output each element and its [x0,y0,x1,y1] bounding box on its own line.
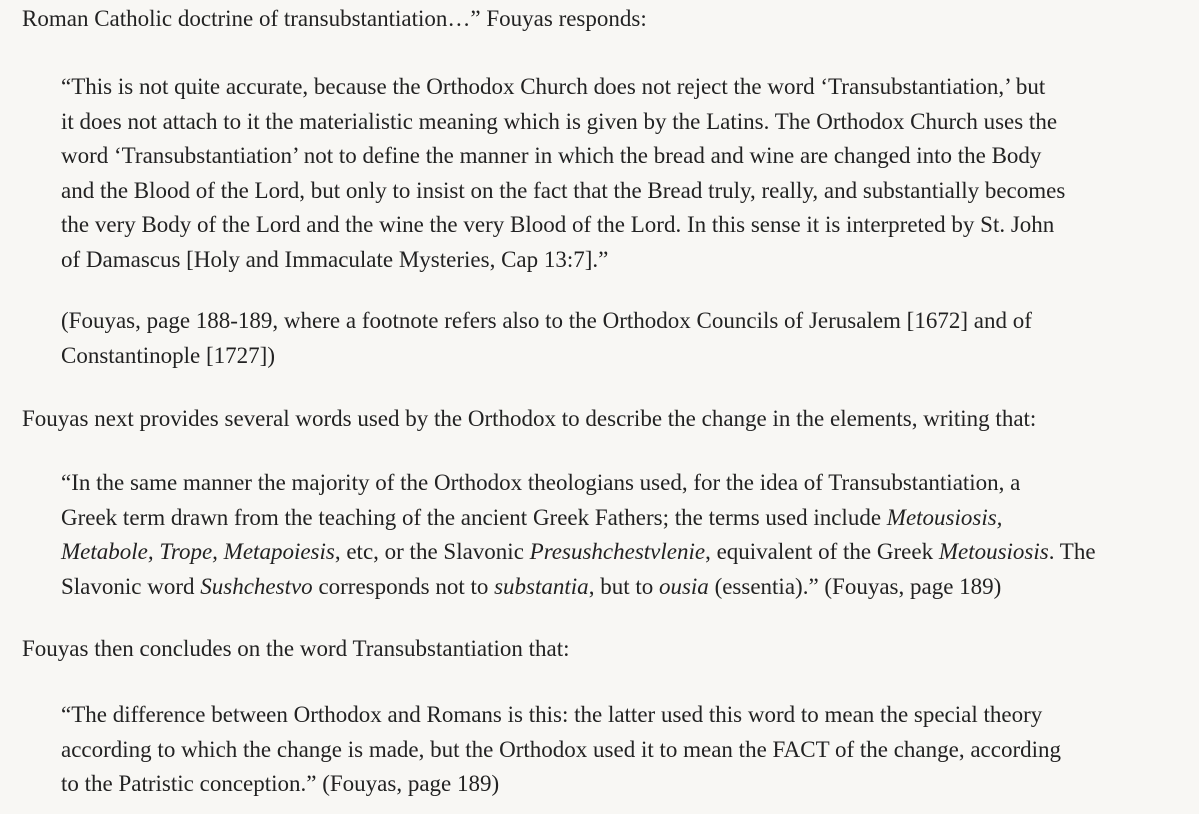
blockquote-transubstantiation [61,70,1171,277]
text-run: . The [1048,539,1096,564]
text-run: Greek term drawn from the teaching of the ancient Greek Fathers; the terms used include [61,504,887,530]
text-line: “The difference between Orthodox and Romans is this: the latter used this word to mean the special theory [61,702,1043,727]
text-run: corresponds not to [312,573,495,599]
text-line [61,501,1171,536]
text-line: the very Body of the Lord and the wine the very Blood of the Lord. In this sense it is interpreted by St. John [61,212,1055,237]
blockquote-difference [61,698,1171,802]
intro-paragraph [22,2,647,37]
text-line: it does not attach to it the materialistic meaning which is given by the Latins. The Orthodox Church uses the [61,108,1058,134]
text-line: Fouyas next provides several words used by the Orthodox to describe the change in the elements, writing that: [22,406,1037,431]
text-line: Roman Catholic doctrine of transubstantiation…” Fouyas responds: [22,6,647,31]
text-line [61,535,1171,570]
italic-term: Metabole, Trope, Metapoiesis [61,539,335,564]
text-run: Slavonic word [61,573,201,599]
text-line: of Damascus [Holy and Immaculate Mysteries, Cap 13:7].” [61,246,609,272]
text-line: according to which the change is made, but the Orthodox used it to mean the FACT of the change, according [61,736,1062,762]
text-line: Constantinople [1727]) [61,342,275,368]
italic-term: Metousiosis [938,539,1049,564]
italic-term: substantia [494,573,589,599]
citation-paragraph [61,304,1171,373]
text-run: , equivalent of the Greek [705,539,939,564]
text-line: (Fouyas, page 188-189, where a footnote refers also to the Orthodox Councils of Jerusalem [1672] and of [61,308,1032,333]
text-run: , but to [588,573,659,599]
text-line: Fouyas then concludes on the word Transubstantiation that: [22,636,570,661]
text-line: to the Patristic conception.” (Fouyas, page 189) [61,771,500,796]
text-line: word ‘Transubstantiation’ not to define the manner in which the bread and wine are changed into the Body [61,143,1042,168]
italic-term: Sushchestvo [200,573,313,599]
text-line: and the Blood of the Lord, but only to insist on the fact that the Bread truly, really, and substantially becomes [61,177,1066,203]
text-line: “This is not quite accurate, because the Orthodox Church does not reject the word ‘Transubstantiation,’ but [61,74,1046,99]
italic-term: Metousiosis, [886,504,1003,530]
body-paragraph-words [22,402,1036,437]
text-run: , etc, or the Slavonic [334,539,530,564]
italic-term: ousia [658,573,709,599]
text-run: (essentia).” (Fouyas, page 189) [708,573,1002,599]
text-run: “In the same manner the majority of the Orthodox theologians used, for the idea of Transubstantiation, a [61,470,1021,495]
body-paragraph-conclusion [22,632,569,667]
italic-term: Presushchestvlenie [529,539,706,564]
text-line [61,570,1171,605]
blockquote-greek-terms [61,466,1171,604]
text-line [61,466,1171,501]
